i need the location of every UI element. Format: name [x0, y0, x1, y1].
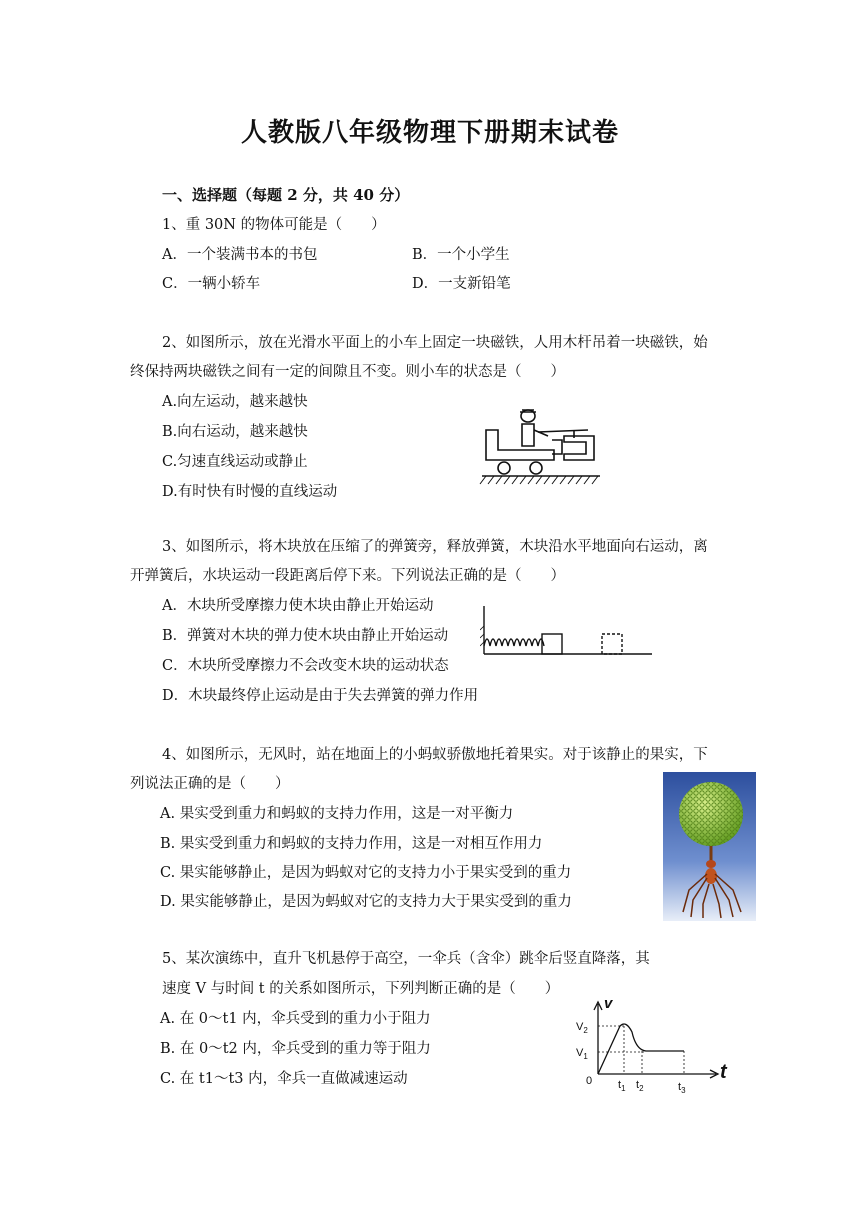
q2-option-b: B.向右运动，越来越快: [162, 424, 308, 440]
question-1-stem: 1、重 30N 的物体可能是（ ）: [162, 217, 386, 233]
q1-option-b: B．一个小学生: [412, 247, 510, 263]
origin-label: 0: [586, 1075, 593, 1087]
q3-option-c: C．木块所受摩擦力不会改变木块的运动状态: [162, 658, 449, 674]
question-4-stem-cont: 列说法正确的是（ ）: [130, 776, 290, 792]
question-2-stem: 2、如图所示，放在光滑水平面上的小车上固定一块磁铁，人用木杆吊着一块磁铁，始: [162, 335, 708, 351]
q1-option-d: D．一支新铅笔: [412, 276, 511, 292]
question-3-stem: 3、如图所示，将木块放在压缩了的弹簧旁，释放弹簧，木块沿水平地面向右运动，离: [162, 539, 708, 555]
q2-option-c: C.匀速直线运动或静止: [162, 454, 308, 470]
q3-option-d: D．木块最终停止运动是由于失去弹簧的弹力作用: [162, 688, 479, 704]
t1-label: $t_1$: [618, 1079, 626, 1093]
question-5-stem-cont: 速度 V 与时间 t 的关系如图所示，下列判断正确的是（ ）: [162, 981, 560, 997]
q4-option-c: C. 果实能够静止，是因为蚂蚁对它的支持力小于果实受到的重力: [160, 865, 572, 881]
spring-block-figure: [480, 602, 660, 664]
question-5-stem: 5、某次演练中，直升飞机悬停于高空，一伞兵（含伞）跳伞后竖直降落，其: [162, 951, 650, 967]
x-axis-label: t: [720, 1061, 727, 1083]
q1-option-a: A．一个装满书本的书包: [162, 247, 318, 263]
velocity-time-graph: [570, 994, 740, 1098]
page-title: 人教版八年级物理下册期末试卷: [240, 118, 619, 148]
q5-option-a: A. 在 0～t1 内，伞兵受到的重力小于阻力: [160, 1011, 431, 1027]
q2-option-d: D.有时快有时慢的直线运动: [162, 484, 338, 500]
t3-label: $t_3$: [678, 1081, 686, 1095]
q4-option-a: A. 果实受到重力和蚂蚁的支持力作用，这是一对平衡力: [160, 806, 514, 822]
q5-option-b: B. 在 0～t2 内，伞兵受到的重力等于阻力: [160, 1041, 431, 1057]
question-4-stem: 4、如图所示，无风时，站在地面上的小蚂蚁骄傲地托着果实。对于该静止的果实，下: [162, 747, 708, 763]
cart-magnet-figure: [478, 402, 604, 486]
section-heading: 一、选择题（每题 2 分，共 40 分）: [162, 186, 410, 204]
v2-label: $V_2$: [576, 1021, 588, 1035]
q3-option-a: A．木块所受摩擦力使木块由静止开始运动: [162, 598, 434, 614]
q1-option-c: C．一辆小轿车: [162, 276, 261, 292]
q4-option-d: D. 果实能够静止，是因为蚂蚁对它的支持力大于果实受到的重力: [160, 894, 572, 910]
t2-label: $t_2$: [636, 1079, 644, 1093]
question-2-stem-cont: 终保持两块磁铁之间有一定的间隙且不变。则小车的状态是（ ）: [130, 364, 565, 380]
q4-option-b: B. 果实受到重力和蚂蚁的支持力作用，这是一对相互作用力: [160, 836, 543, 852]
ant-fruit-photo: [663, 772, 756, 921]
q5-option-c: C. 在 t1～t3 内，伞兵一直做减速运动: [160, 1071, 408, 1087]
v1-label: $V_1$: [576, 1047, 588, 1061]
question-3-stem-cont: 开弹簧后，水块运动一段距离后停下来。下列说法正确的是（ ）: [130, 568, 565, 584]
y-axis-label: v: [604, 995, 613, 1012]
q3-option-b: B．弹簧对木块的弹力使木块由静止开始运动: [162, 628, 449, 644]
q2-option-a: A.向左运动，越来越快: [162, 394, 308, 410]
